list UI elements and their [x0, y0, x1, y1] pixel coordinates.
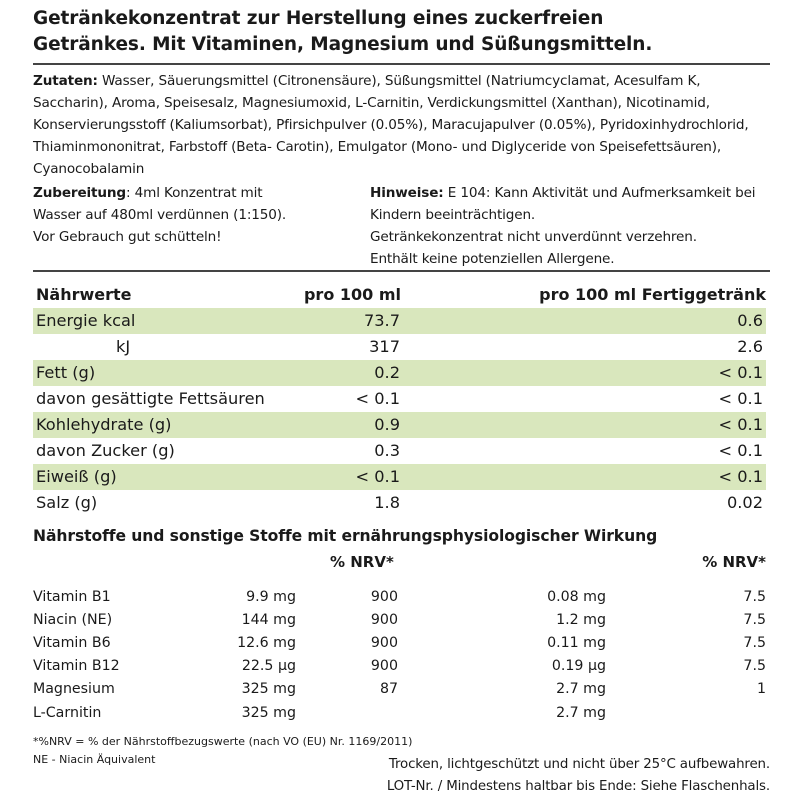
nutrients-heading: Nährstoffe und sonstige Stoffe mit ernährungsphysiologischer Wirkung [33, 527, 658, 545]
nutrient-amount: 325 mg [241, 705, 296, 721]
nutrient-name: Vitamin B6 [33, 635, 111, 651]
nutrition-row-sugar [33, 438, 766, 464]
nutrition-row-label: Energie kcal [36, 311, 136, 330]
nutrient-name: Vitamin B12 [33, 658, 120, 674]
ingredients-text: Wasser, Säuerungsmittel (Citronensäure), Süßungsmittel (Natriumcyclamat, Acesulfam K, Saccharin), Aroma, Speisesalz, Magnesiumoxid, L-Carnitin, Verdickungsmittel (Xanthan), Nicotinamid, Konservierungsstoff (Kaliumsorbat), Pfirsichpulver (0.05%), Maracujapulver (0.05%), Pyridoxinhydrochlorid, Thiaminmononitrat, Farbstoff (Beta- Carotin), Emulgator (Mono- und Diglyceride von Speisefettsäuren), Cyanocobalamin [33, 73, 749, 177]
nutrition-row-label: Kohlehydrate (g) [36, 415, 172, 434]
nutrition-row-protein [33, 464, 766, 490]
nutrient-amount-ready: 2.7 mg [556, 705, 606, 721]
nutrition-row-ready: 0.02 [726, 493, 763, 512]
nutrition-row-label: Salz (g) [36, 493, 98, 512]
nutrition-row-label: Eiweiß (g) [36, 467, 117, 486]
ingredients-label: Zutaten: [33, 73, 98, 89]
nutrition-row-fat [33, 360, 766, 386]
preparation-label: Zubereitung [33, 185, 127, 201]
nutrient-amount-ready: 0.19 µg [551, 658, 606, 674]
nrv-footnote: *%NRV = % der Nährstoffbezugswerte (nach VO (EU) Nr. 1169/2011) [33, 735, 413, 748]
nutrition-row-per100: 1.8 [374, 493, 400, 512]
nutrition-row-per100: 73.7 [363, 311, 400, 330]
niacin-footnote: NE - Niacin Äquivalent [33, 753, 156, 766]
nutrient-nrv-ready: 7.5 [743, 635, 766, 651]
nutrition-row-ready: < 0.1 [718, 467, 763, 486]
nutrition-header-ready: pro 100 ml Fertiggetränk [539, 285, 766, 304]
title-divider [33, 63, 770, 65]
nutrition-row-per100: 317 [369, 337, 400, 356]
preparation-block [33, 182, 363, 248]
preparation-line-1: : 4ml Konzentrat mit [126, 185, 263, 201]
storage-line-1: Trocken, lichtgeschützt und nicht über 25°C aufbewahren. [388, 757, 770, 772]
nutrition-row-per100: < 0.1 [355, 467, 400, 486]
nutrient-row-niacin [33, 608, 766, 632]
nutrition-row-energy-kcal [33, 308, 766, 334]
nutrient-name: L-Carnitin [33, 705, 102, 721]
nutrient-amount: 144 mg [241, 612, 296, 628]
storage-info [387, 754, 770, 798]
preparation-line-2: Wasser auf 480ml verdünnen (1:150). [33, 207, 287, 223]
nutrient-amount: 12.6 mg [237, 635, 296, 651]
ingredients-block [33, 70, 773, 180]
notes-block [370, 182, 780, 270]
nutrition-row-ready: 2.6 [737, 337, 763, 356]
nutrient-amount: 9.9 mg [246, 589, 296, 605]
nutrient-amount-ready: 2.7 mg [556, 681, 606, 697]
nutrient-nrv: 900 [370, 635, 398, 651]
nutrient-nrv: 900 [370, 589, 398, 605]
nutrient-nrv-ready: 7.5 [743, 589, 766, 605]
nutrient-amount-ready: 1.2 mg [556, 612, 606, 628]
notes-line-3: Getränkekonzentrat nicht unverdünnt verzehren. [370, 229, 697, 245]
nutrient-row-vitamin-b6 [33, 631, 766, 655]
nrv-header-ready: % NRV* [702, 553, 766, 571]
nutrition-row-ready: < 0.1 [718, 441, 763, 460]
title-line-1: Getränkekonzentrat zur Herstellung eines zuckerfreien [33, 8, 604, 29]
nutrition-row-label: kJ [116, 337, 131, 356]
nutrient-nrv: 900 [370, 612, 398, 628]
nutrition-row-ready: < 0.1 [718, 363, 763, 382]
nutrition-row-label: davon gesättigte Fettsäuren [36, 389, 265, 408]
nutrient-name: Niacin (NE) [33, 612, 113, 628]
nutrient-nrv-ready: 1 [756, 681, 766, 697]
nutrient-nrv: 900 [370, 658, 398, 674]
title-line-2: Getränkes. Mit Vitaminen, Magnesium und Süßungsmitteln. [33, 34, 653, 55]
nutrient-row-l-carnitin [33, 701, 766, 725]
nutrition-row-ready: < 0.1 [718, 415, 763, 434]
nutrition-row-per100: 0.2 [374, 363, 400, 382]
preparation-line-3: Vor Gebrauch gut schütteln! [33, 229, 222, 245]
nutrition-row-saturated-fat [33, 386, 766, 412]
nutrient-amount-ready: 0.11 mg [547, 635, 606, 651]
nutrient-row-vitamin-b1 [33, 585, 766, 609]
nutrition-row-salt [33, 490, 766, 516]
product-title [33, 6, 773, 58]
nutrient-amount: 22.5 µg [241, 658, 296, 674]
nutrition-row-per100: 0.9 [374, 415, 400, 434]
nutrient-nrv: 87 [379, 681, 398, 697]
nutrition-row-per100: 0.3 [374, 441, 400, 460]
storage-line-2: LOT-Nr. / Mindestens haltbar bis Ende: Siehe Flaschenhals. [386, 779, 770, 794]
nutrition-row-ready: < 0.1 [718, 389, 763, 408]
nutrient-amount-ready: 0.08 mg [547, 589, 606, 605]
nutrition-row-label: davon Zucker (g) [36, 441, 175, 460]
nutrition-row-label: Fett (g) [36, 363, 96, 382]
nutrition-row-energy-kj [33, 334, 766, 360]
nutrient-row-magnesium [33, 677, 766, 701]
nutrition-row-ready: 0.6 [737, 311, 763, 330]
nutrition-row-per100: < 0.1 [355, 389, 400, 408]
section-divider [33, 270, 770, 272]
nutrition-row-carbohydrates [33, 412, 766, 438]
nutrient-name: Vitamin B1 [33, 589, 111, 605]
nutrient-nrv-ready: 7.5 [743, 612, 766, 628]
nutrition-header-per100: pro 100 ml [303, 285, 401, 304]
nutrient-row-vitamin-b12 [33, 654, 766, 678]
nutrient-nrv-ready: 7.5 [743, 658, 766, 674]
nutrient-amount: 325 mg [241, 681, 296, 697]
nutrition-header-label: Nährwerte [36, 285, 132, 304]
notes-line-4: Enthält keine potenziellen Allergene. [370, 251, 615, 267]
notes-label: Hinweise: [370, 185, 444, 201]
nrv-header-per100: % NRV* [330, 553, 394, 571]
notes-line-1: E 104: Kann Aktivität und Aufmerksamkeit bei [443, 185, 756, 201]
notes-line-2: Kindern beeinträchtigen. [370, 207, 536, 223]
nutrient-name: Magnesium [33, 681, 115, 697]
